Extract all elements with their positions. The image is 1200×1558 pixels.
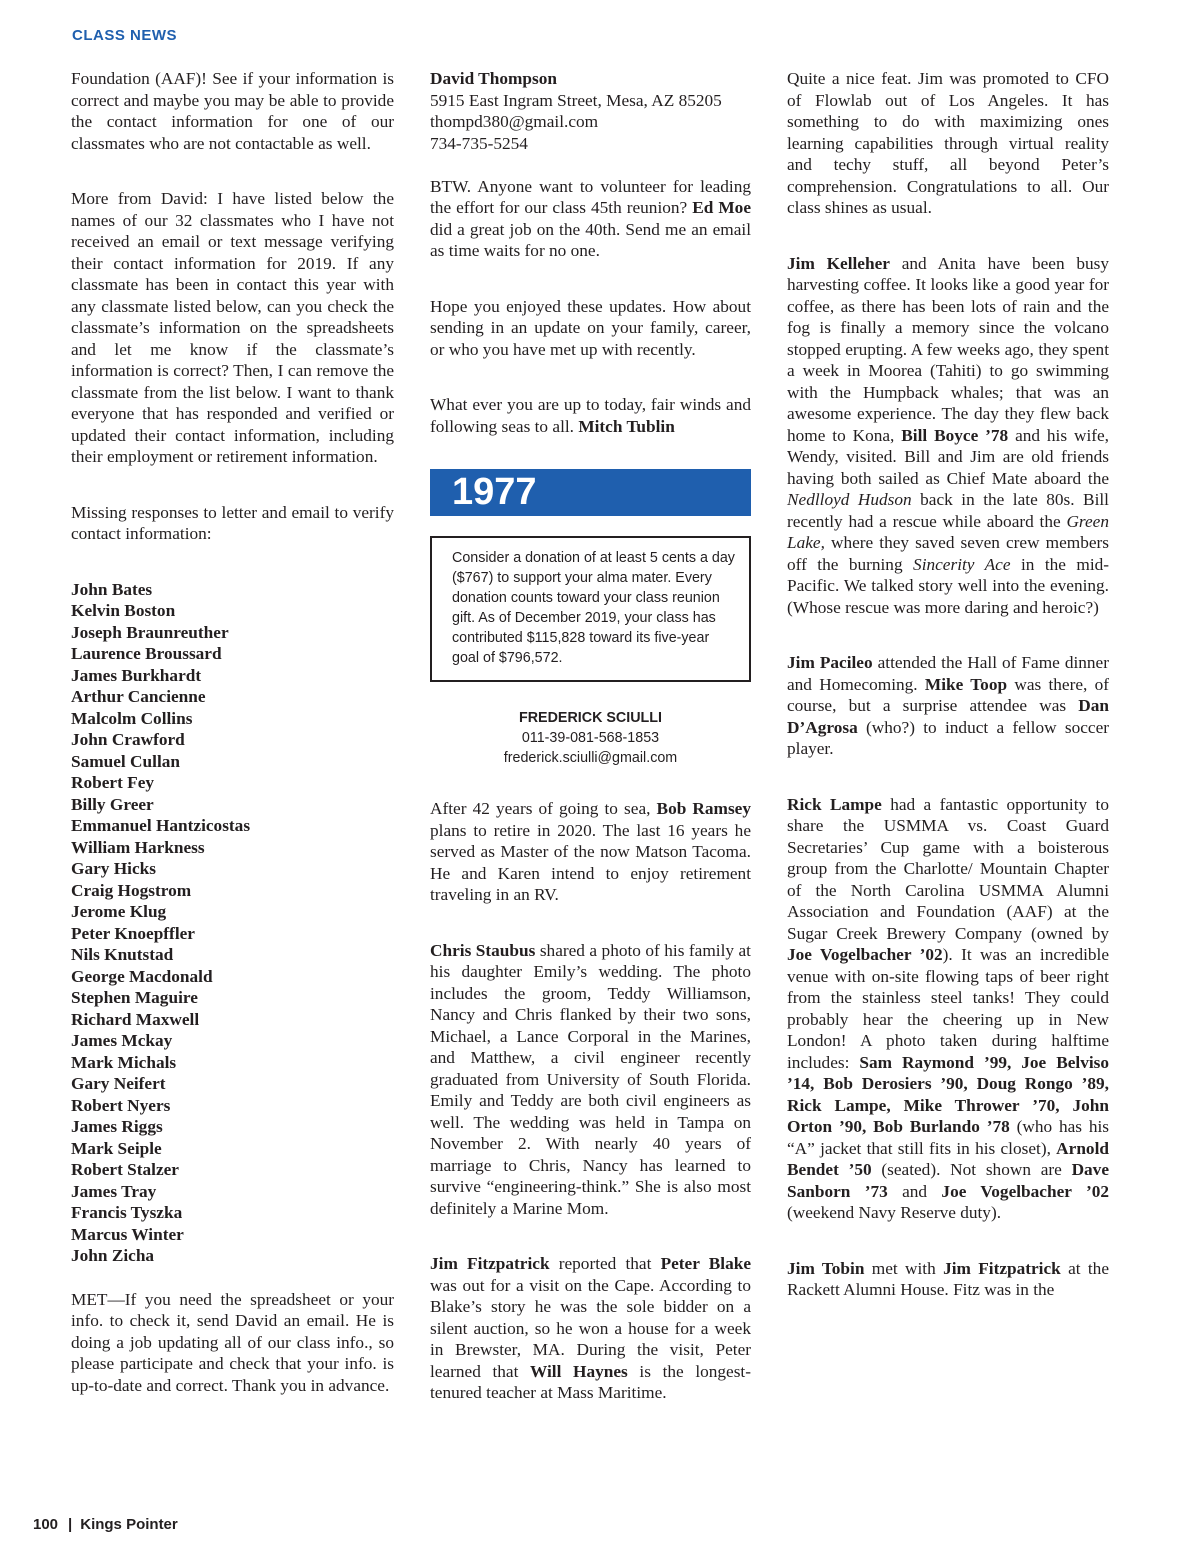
classmate-name: John Crawford	[71, 730, 185, 749]
person-name: Bill Boyce ’78	[901, 425, 1009, 445]
class-rep-contact	[430, 708, 751, 768]
column-3	[787, 68, 1109, 1301]
rep-phone: 011-39-081-568-1853	[521, 730, 660, 746]
person-name: Joe Vogelbacher ’02	[787, 945, 943, 964]
classmate-name: Craig Hogstrom	[71, 880, 192, 900]
classmate-name: Joseph Braunreuther	[71, 622, 229, 642]
section-header: CLASS NEWS	[72, 27, 178, 44]
contact-block	[430, 68, 751, 154]
paragraph: What ever you are up to today, fair winds and following seas to all. Mitch Tublin	[430, 395, 751, 436]
classmate-name: Malcolm Collins	[71, 708, 193, 728]
rep-name: FREDERICK SCIULLI	[519, 710, 662, 726]
contact-email[interactable]: thompd380@gmail.com	[430, 112, 599, 131]
classmate-name: Emmanuel Hantzicostas	[71, 816, 251, 835]
classmate-name: Robert Fey	[71, 773, 155, 792]
classmate-name: Robert Stalzer	[71, 1160, 179, 1179]
person-name: Joe Vogelbacher ’02	[941, 1181, 1109, 1201]
classmate-name: Francis Tyszka	[71, 1203, 183, 1222]
page-footer	[33, 1516, 178, 1533]
person-name: Dan D’Agrosa	[787, 696, 1109, 737]
classmate-name: Peter Knoepffler	[71, 923, 195, 943]
donation-box	[430, 536, 751, 682]
person-name: Rick Lampe	[787, 794, 882, 814]
class-year-banner: 1977	[430, 469, 751, 516]
person-name: Jim Fitzpatrick	[943, 1258, 1061, 1278]
classmate-name: Laurence Broussard	[71, 644, 222, 663]
classmate-name: Stephen Maguire	[71, 988, 198, 1007]
classmate-name: Arthur Cancienne	[71, 687, 206, 706]
person-name: Arnold Bendet ’50	[787, 1138, 1109, 1179]
paragraph: Chris Staubus shared a photo of his family at his daughter Emily’s wedding. The photo includes the groom, Teddy Williamson, Nancy and Chris flanked by their two sons, Michael, a Lance Corporal in the Marines, and Matthew, a civil engineer recently graduated from University of South Florida. Emily and Teddy are both civil engineers as well. The wedding was held in Tampa on November 2. With nearly 40 years of marriage to Chris, Nancy has learned to survive “engineering-think.” She is also most definitely a Marine Mom.	[430, 940, 751, 1218]
person-name: Jim Pacileo	[787, 653, 873, 672]
paragraph: Rick Lampe had a fantastic opportunity to share the USMMA vs. Coast Guard Secretaries’ Cup game with a boisterous group from the Charlotte/ Mountain Chapter of the North Carolina USMMA Alumni Association and Foundation (AAF) at the Sugar Creek Brewery Company (owned by Joe Vogelbacher ’02). It was an incredible venue with on-site flowing taps of beer right from the stainless steel tanks! They could probably hear the cheering up in New London! A photo taken during halftime includes: Sam Raymond ’99, Joe Belviso ’14, Bob Derosiers ’90, Doug Rongo ’89, Rick Lampe, Mike Thrower ’70, John Orton ’90, Bob Burlando ’78 (who has his “A” jacket that still fits in his closet), Arnold Bendet ’50 (seated). Not shown are Dave Sanborn ’73 and Joe Vogelbacher ’02 (weekend Navy Reserve duty).	[787, 794, 1109, 1222]
classmate-name: Marcus Winter	[71, 1224, 184, 1244]
classmate-name: Gary Neifert	[71, 1074, 166, 1093]
paragraph: More from David: I have listed below the names of our 32 classmates who I have not received an email or text message verifying their contact information for 2019. If any classmate has been in contact this year with any classmate listed below, can you check the classmate’s information on the spreadsheets and let me know if the classmate’s information is correct? Then, I can remove the classmate from the list below. I want to thank everyone that has responded and verified or updated their contact information, including their employment or retirement information.	[71, 189, 394, 466]
person-name: Jim Tobin	[787, 1258, 865, 1278]
classmate-name: Mark Michals	[71, 1052, 177, 1072]
person-name: Mitch Tublin	[578, 416, 675, 436]
paragraph: BTW. Anyone want to volunteer for leading the effort for our class 45th reunion? Ed Moe did a great job on the 40th. Send me an email as time waits for no one.	[430, 176, 751, 260]
classmate-name: Mark Seiple	[71, 1138, 162, 1158]
classmate-name: John Bates	[71, 579, 153, 599]
footer-separator: |	[68, 1516, 73, 1533]
classmate-name: Samuel Cullan	[71, 751, 180, 771]
missing-classmates-list	[71, 579, 394, 1267]
classmate-name: James Mckay	[71, 1031, 173, 1050]
ship-name: Nedlloyd Hudson	[787, 490, 912, 509]
person-name: Bob Ramsey	[656, 799, 751, 818]
paragraph: Jim Pacileo attended the Hall of Fame dinner and Homecoming. Mike Toop was there, of course, but a surprise attendee was Dan D’Agrosa (who?) to induct a fellow soccer player.	[787, 653, 1110, 758]
ship-name: Sincerity Ace	[913, 554, 1011, 574]
column-1	[71, 68, 394, 1396]
rep-email[interactable]: frederick.sciulli@gmail.com	[503, 750, 678, 766]
person-name: Ed Moe	[692, 198, 751, 217]
person-name: Chris Staubus	[430, 940, 536, 960]
photo-names: Sam Raymond ’99, Joe Belviso ’14, Bob Derosiers ’90, Doug Rongo ’89, Rick Lampe, Mike Thrower ’70, John Orton ’90, Bob Burlando ’78	[787, 1052, 1109, 1136]
person-name: Jim Kelleher	[787, 253, 890, 273]
donation-text: Consider a donation of at least 5 cents a day ($767) to support your alma mater. Every donation counts toward your class reunion gift. As of December 2019, your class has contributed $115,828 toward its five-year goal of $796,572.	[452, 550, 735, 666]
classmate-name: John Zicha	[71, 1246, 155, 1265]
classmate-name: Robert Nyers	[71, 1095, 171, 1115]
ship-name: Green Lake,	[787, 511, 1109, 552]
classmate-name: Jerome Klug	[71, 902, 167, 921]
classmate-name: James Tray	[71, 1181, 157, 1201]
paragraph: Jim Tobin met with Jim Fitzpatrick at the Rackett Alumni House. Fitz was in the	[787, 1258, 1109, 1299]
paragraph: MET—If you need the spreadsheet or your info. to check it, send David an email. He is doing a job updating all of our class info., so please participate and check that your info. is up-to-date and correct. Thank you in advance.	[71, 1289, 394, 1395]
paragraph: After 42 years of going to sea, Bob Ramsey plans to retire in 2020. The last 16 years he served as Master of the now Matson Tacoma. He and Karen intend to enjoy retirement traveling in an RV.	[430, 799, 751, 904]
person-name: Dave Sanborn ’73	[787, 1160, 1109, 1201]
classmate-name: Gary Hicks	[71, 859, 156, 878]
classmate-name: Richard Maxwell	[71, 1009, 200, 1029]
classmate-name: James Riggs	[71, 1117, 163, 1136]
person-name: Will Haynes	[530, 1361, 628, 1381]
paragraph: Missing responses to letter and email to verify contact information:	[71, 502, 394, 543]
contact-address: 5915 East Ingram Street, Mesa, AZ 85205	[430, 90, 722, 110]
paragraph: Jim Kelleher and Anita have been busy harvesting coffee. It looks like a good year for coffee, as there has been lots of rain and the fog is finally a memory since the volcano stopped erupting. A few weeks ago, they spent a week in Moorea (Tahiti) to go swimming with the Humpback whales; that was an awesome experience. The day they flew back home to Kona, Bill Boyce ’78 and his wife, Wendy, visited. Bill and Jim are old friends having both sailed as Chief Mate aboard the Nedlloyd Hudson back in the late 80s. Bill recently had a rescue while aboard the Green Lake, where they saved seven crew members off the burning Sincerity Ace in the mid-Pacific. We talked story well into the evening. (Whose rescue was more daring and heroic?)	[787, 253, 1110, 617]
person-name: Jim Fitzpatrick	[430, 1254, 550, 1273]
contact-phone: 734-735-5254	[430, 133, 528, 153]
classmate-name: Nils Knutstad	[71, 945, 174, 964]
page-number: 100	[33, 1516, 59, 1533]
classmate-name: William Harkness	[71, 837, 205, 857]
person-name: Mike Toop	[924, 674, 1008, 694]
classmate-name: James Burkhardt	[71, 665, 202, 685]
column-2	[430, 68, 751, 1404]
paragraph: Jim Fitzpatrick reported that Peter Blake was out for a visit on the Cape. According to Blake’s story he was the sole bidder on a silent auction, so he won a house for a week in Brewster, MA. During the visit, Peter learned that Will Haynes is the longest-tenured teacher at Mass Maritime.	[430, 1254, 751, 1402]
paragraph: Foundation (AAF)! See if your information is correct and maybe you may be able to provide the contact information for one of our classmates who are not contactable as well.	[71, 69, 394, 153]
classmate-name: Billy Greer	[71, 794, 154, 814]
classmate-name: Kelvin Boston	[71, 601, 176, 620]
publication-name: Kings Pointer	[80, 1516, 178, 1533]
classmate-name: George Macdonald	[71, 966, 213, 986]
paragraph: Quite a nice feat. Jim was promoted to CFO of Flowlab out of Los Angeles. It has something to do with maximizing ones learning capabilities through virtual reality and techy stuff, all beyond Peter’s comprehension. Congratulations to all. Our class shines as usual.	[787, 69, 1109, 217]
contact-name: David Thompson	[430, 69, 557, 88]
person-name: Peter Blake	[660, 1254, 751, 1273]
paragraph: Hope you enjoyed these updates. How about sending in an update on your family, career, or who you have met up with recently.	[430, 296, 751, 359]
